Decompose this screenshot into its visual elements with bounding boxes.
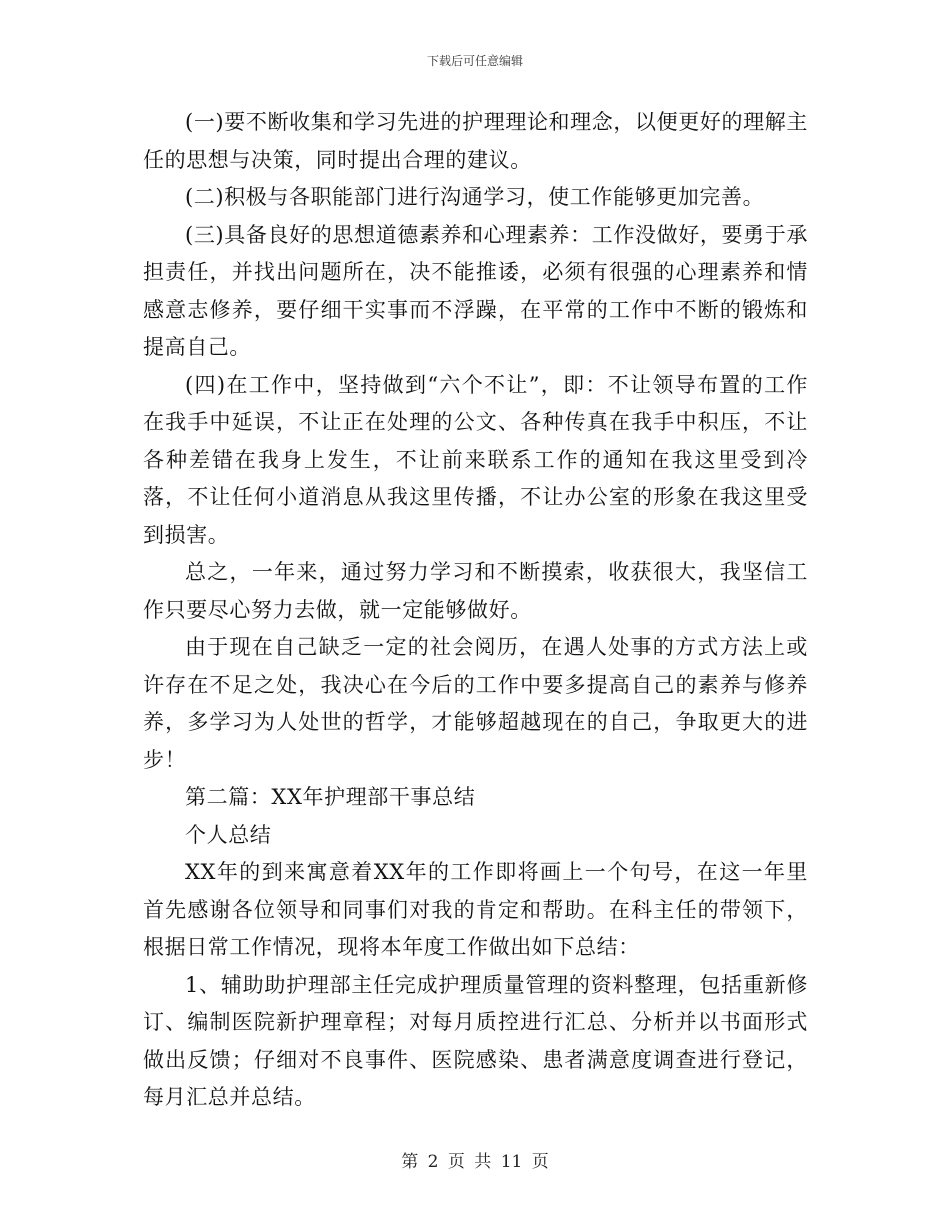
paragraph-6: 由于现在自己缺乏一定的社会阅历，在遇人处事的方式方法上或许存在不足之处，我决心在今后的工作中要多提高自己的素养与修养养，多学习为人处世的哲学，才能够超越现在的自己，争取更大的进步！	[143, 635, 808, 772]
section-subheading: 个人总结	[185, 822, 272, 847]
paragraph-7: XX年的到来寓意着XX年的工作即将画上一个句号，在这一年里首先感谢各位领导和同事们对我的肯定和帮助。在科主任的带领下，根据日常工作情况，现将本年度工作做出如下总结：	[143, 860, 808, 959]
paragraph-8: 1、辅助助护理部主任完成护理质量管理的资料整理，包括重新修订、编制医院新护理章程；对每月质控进行汇总、分析并以书面形式做出反馈；仔细对不良事件、医院感染、患者满意度调查进行登记，每月汇总并总结。	[143, 972, 808, 1109]
page-number: 第 2 页 共 11 页	[401, 1152, 549, 1172]
paragraph-1: (一)要不断收集和学习先进的护理理论和理念，以便更好的理解主任的思想与决策，同时提出合理的建议。	[143, 110, 808, 172]
paragraph-5: 总之，一年来，通过努力学习和不断摸索，收获很大，我坚信工作只要尽心努力去做，就一定能够做好。	[143, 560, 808, 622]
document-body	[143, 104, 808, 1117]
paragraph-4: (四)在工作中，坚持做到“六个不让”，即：不让领导布置的工作在我手中延误，不让正在处理的公文、各种传真在我手中积压，不让各种差错在我身上发生，不让前来联系工作的通知在我这里受到冷落，不让任何小道消息从我这里传播，不让办公室的形象在我这里受到损害。	[143, 372, 808, 547]
paragraph-2: (二)积极与各职能部门进行沟通学习，使工作能够更加完善。	[185, 185, 765, 209]
paragraph-3: (三)具备良好的思想道德素养和心理素养：工作没做好，要勇于承担责任，并找出问题所在，决不能推诿，必须有很强的心理素养和情感意志修养，要仔细干实事而不浮躁，在平常的工作中不断的锻炼和提高自己。	[143, 222, 808, 359]
page-header: 下载后可任意编辑	[426, 54, 523, 68]
section-heading: 第二篇：XX年护理部干事总结	[185, 785, 476, 809]
